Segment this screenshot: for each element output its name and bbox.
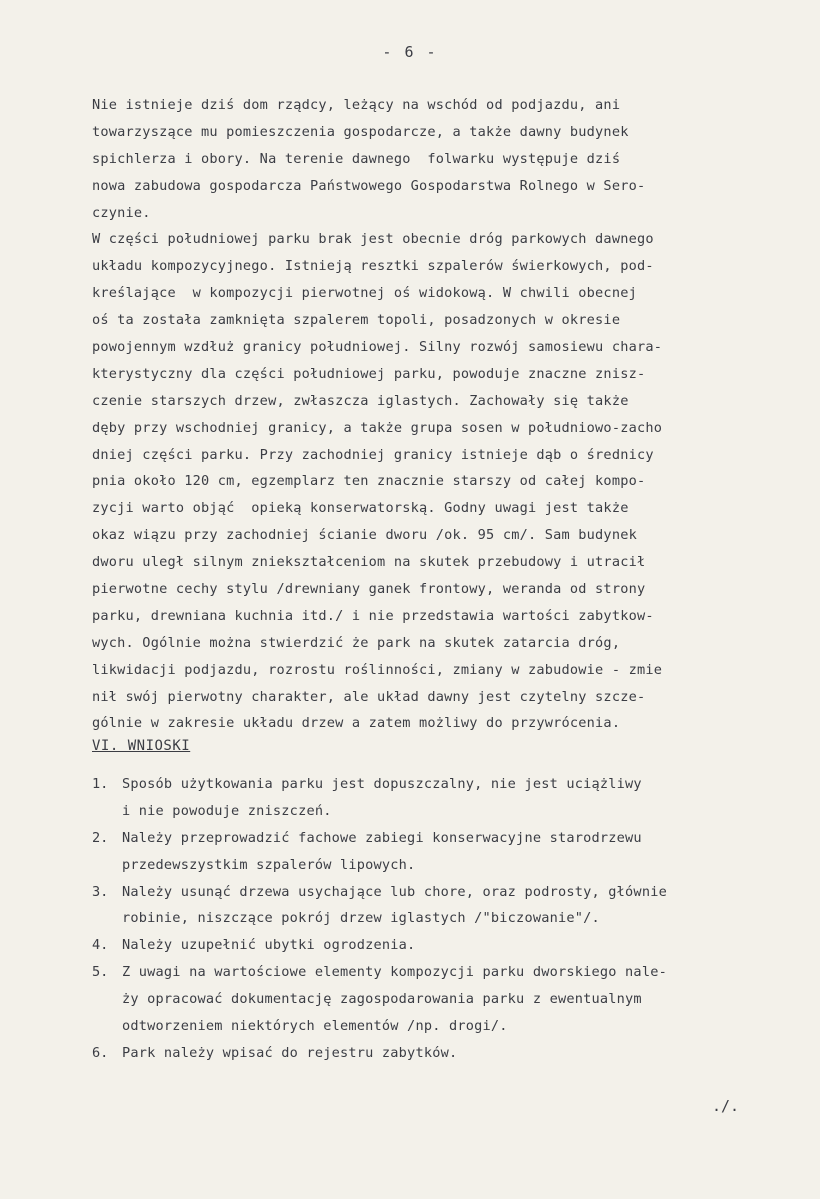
conclusion-line: Należy usunąć drzewa usychające lub chore, oraz podrosty, głównie bbox=[122, 883, 667, 900]
conclusion-line: Sposób użytkowania parku jest dopuszczalny, nie jest uciążliwy bbox=[122, 776, 642, 792]
conclusion-line: przedewszystkim szpalerów lipowych. bbox=[122, 856, 416, 873]
conclusion-item bbox=[92, 771, 817, 825]
paragraph-line: układu kompozycyjnego. Istnieją resztki szpalerów świerkowych, pod- bbox=[92, 258, 654, 275]
paragraph-line: W części południowej parku brak jest obecnie dróg parkowych dawnego bbox=[92, 231, 654, 248]
conclusion-text bbox=[122, 879, 817, 933]
paragraph-line: czynie. bbox=[92, 204, 151, 221]
conclusion-number: 5. bbox=[92, 964, 109, 981]
conclusion-text bbox=[122, 959, 817, 1040]
conclusion-line: Z uwagi na wartościowe elementy kompozycji parku dworskiego nale- bbox=[122, 964, 667, 981]
paragraph-line: gólnie w zakresie układu drzew a zatem możliwy do przywrócenia. bbox=[92, 715, 621, 732]
paragraph-line: kterystyczny dla części południowej parku, powoduje znaczne znisz- bbox=[92, 365, 646, 382]
paragraph-line: powojennym wzdłuż granicy południowej. Silny rozwój samosiewu chara- bbox=[92, 339, 663, 356]
paragraph-line: kreślające w kompozycji pierwotnej oś widokową. W chwili obecnej bbox=[92, 285, 637, 302]
description-paragraph bbox=[92, 92, 817, 737]
paragraph-line: nił swój pierwotny charakter, ale układ dawny jest czytelny szcze- bbox=[92, 688, 646, 705]
paragraph-line: dęby przy wschodniej granicy, a także grupa sosen w południowo-zacho bbox=[92, 419, 663, 436]
conclusion-text bbox=[122, 1040, 817, 1067]
conclusion-line: Należy uzupełnić ubytki ogrodzenia. bbox=[122, 937, 416, 954]
conclusion-number: 3. bbox=[92, 883, 109, 900]
paragraph-line: parku, drewniana kuchnia itd./ i nie przedstawia wartości zabytkow- bbox=[92, 607, 654, 624]
conclusion-item bbox=[92, 932, 817, 959]
conclusion-line: Park należy wpisać do rejestru zabytków. bbox=[122, 1044, 458, 1061]
section-heading: VI. WNIOSKI bbox=[92, 738, 191, 754]
page-number: - 6 - bbox=[382, 43, 438, 61]
paragraph-line: spichlerza i obory. Na terenie dawnego folwarku występuje dziś bbox=[92, 150, 621, 167]
paragraph-line: dworu uległ silnym zniekształceniom na skutek przebudowy i utracił bbox=[92, 554, 646, 571]
conclusion-line: i nie powoduje zniszczeń. bbox=[122, 802, 332, 819]
conclusion-number: 2. bbox=[92, 829, 109, 846]
conclusions-list bbox=[92, 771, 817, 1067]
paragraph-line: nowa zabudowa gospodarcza Państwowego Gospodarstwa Rolnego w Sero- bbox=[92, 177, 646, 194]
conclusion-line: Należy przeprowadzić fachowe zabiegi konserwacyjne starodrzewu bbox=[122, 829, 642, 846]
paragraph-line: czenie starszych drzew, zwłaszcza iglastych. Zachowały się także bbox=[92, 392, 629, 409]
paragraph-line: pnia około 120 cm, egzemplarz ten znacznie starszy od całej kompo- bbox=[92, 473, 646, 490]
conclusion-item bbox=[92, 825, 817, 879]
conclusion-item bbox=[92, 1040, 817, 1067]
paragraph-line: zycji warto objąć opieką konserwatorską. Godny uwagi jest także bbox=[92, 500, 629, 517]
paragraph-line: oś ta została zamknięta szpalerem topoli, posadzonych w okresie bbox=[92, 312, 621, 329]
conclusion-number: 1. bbox=[92, 776, 109, 792]
paragraph-line: Nie istnieje dziś dom rządcy, leżący na wschód od podjazdu, ani bbox=[92, 97, 621, 113]
conclusion-line: robinie, niszczące pokrój drzew iglastych /"biczowanie"/. bbox=[122, 910, 600, 927]
paragraph-line: dniej części parku. Przy zachodniej granicy istnieje dąb o średnicy bbox=[92, 446, 654, 463]
conclusion-item bbox=[92, 879, 817, 933]
paragraph-line: pierwotne cechy stylu /drewniany ganek frontowy, weranda od strony bbox=[92, 581, 646, 598]
conclusion-number: 4. bbox=[92, 937, 109, 954]
conclusion-number: 6. bbox=[92, 1044, 109, 1061]
conclusion-text bbox=[122, 825, 817, 879]
continuation-mark: ./. bbox=[712, 1097, 740, 1115]
conclusion-text bbox=[122, 932, 817, 959]
paragraph-line: towarzyszące mu pomieszczenia gospodarcze, a także dawny budynek bbox=[92, 123, 629, 140]
paragraph-line: wych. Ogólnie można stwierdzić że park na skutek zatarcia dróg, bbox=[92, 634, 621, 651]
conclusion-item bbox=[92, 959, 817, 1040]
paragraph-line: likwidacji podjazdu, rozrostu roślinności, zmiany w zabudowie - zmie bbox=[92, 661, 663, 678]
paragraph-line: okaz wiązu przy zachodniej ścianie dworu /ok. 95 cm/. Sam budynek bbox=[92, 527, 637, 544]
conclusion-text bbox=[122, 771, 817, 825]
conclusion-line: odtworzeniem niektórych elementów /np. drogi/. bbox=[122, 1018, 508, 1035]
conclusion-line: ży opracować dokumentację zagospodarowania parku z ewentualnym bbox=[122, 991, 642, 1008]
